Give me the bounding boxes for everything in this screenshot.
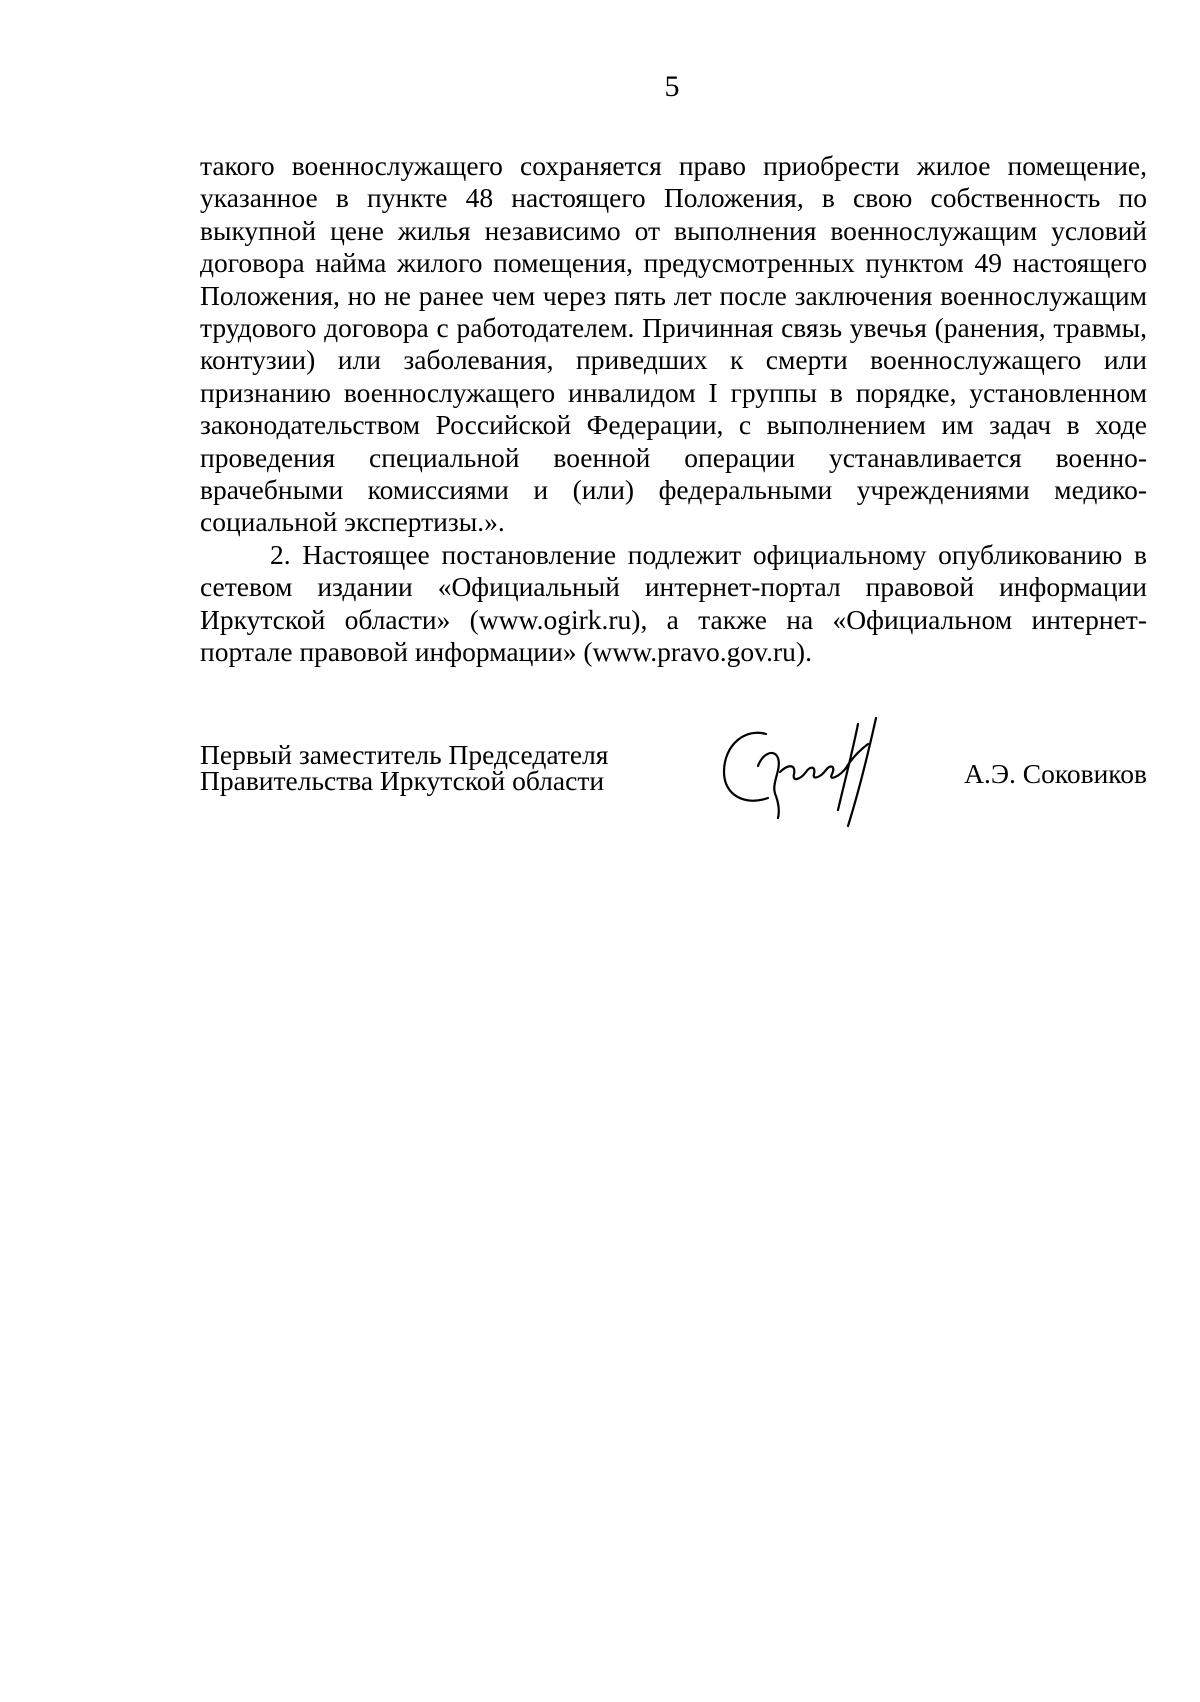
- paragraph-continuation: такого военнослужащего сохраняется право приобрести жилое помещение, указанное в пункте 48 настоящего Положения, в свою собственность по выкупной цене жилья независимо от выполнения военнослужащим условий договора найма жилого помещения, предусмотренных пунктом 49 настоящего Положения, но не ранее чем через пять лет после заключения военнослужащим трудового договора с работодателем. Причинная связь увечья (ранения, травмы, контузии) или заболевания, приведших к смерти военнослужащего или признанию военнослужащего инвалидом I группы в порядке, установленном законодательством Российской Федерации, с выполнением им задач в ходе проведения специальной военной операции устанавливается военно-врачебными комиссиями и (или) федеральными учреждениями медико-социальной экспертизы.».: [200, 150, 1147, 538]
- signatory-title: [200, 739, 609, 796]
- page-number: 5: [664, 70, 680, 103]
- handwritten-signature: [718, 714, 898, 834]
- signatory-name: А.Э. Соковиков: [964, 758, 1147, 789]
- signature-block: [200, 739, 1147, 852]
- signatory-title-line-2: Правительства Иркутской области: [200, 765, 605, 796]
- document-body: [200, 150, 1147, 669]
- paragraph-publication: 2. Настоящее постановление подлежит официальному опубликованию в сетевом издании «Официальный интернет-портал правовой информации Иркутской области» (www.ogirk.ru), а также на «Официальном интернет-портале правовой информации» (www.pravo.gov.ru).: [200, 538, 1147, 668]
- signatory-title-line-1: Первый заместитель Председателя: [200, 739, 609, 770]
